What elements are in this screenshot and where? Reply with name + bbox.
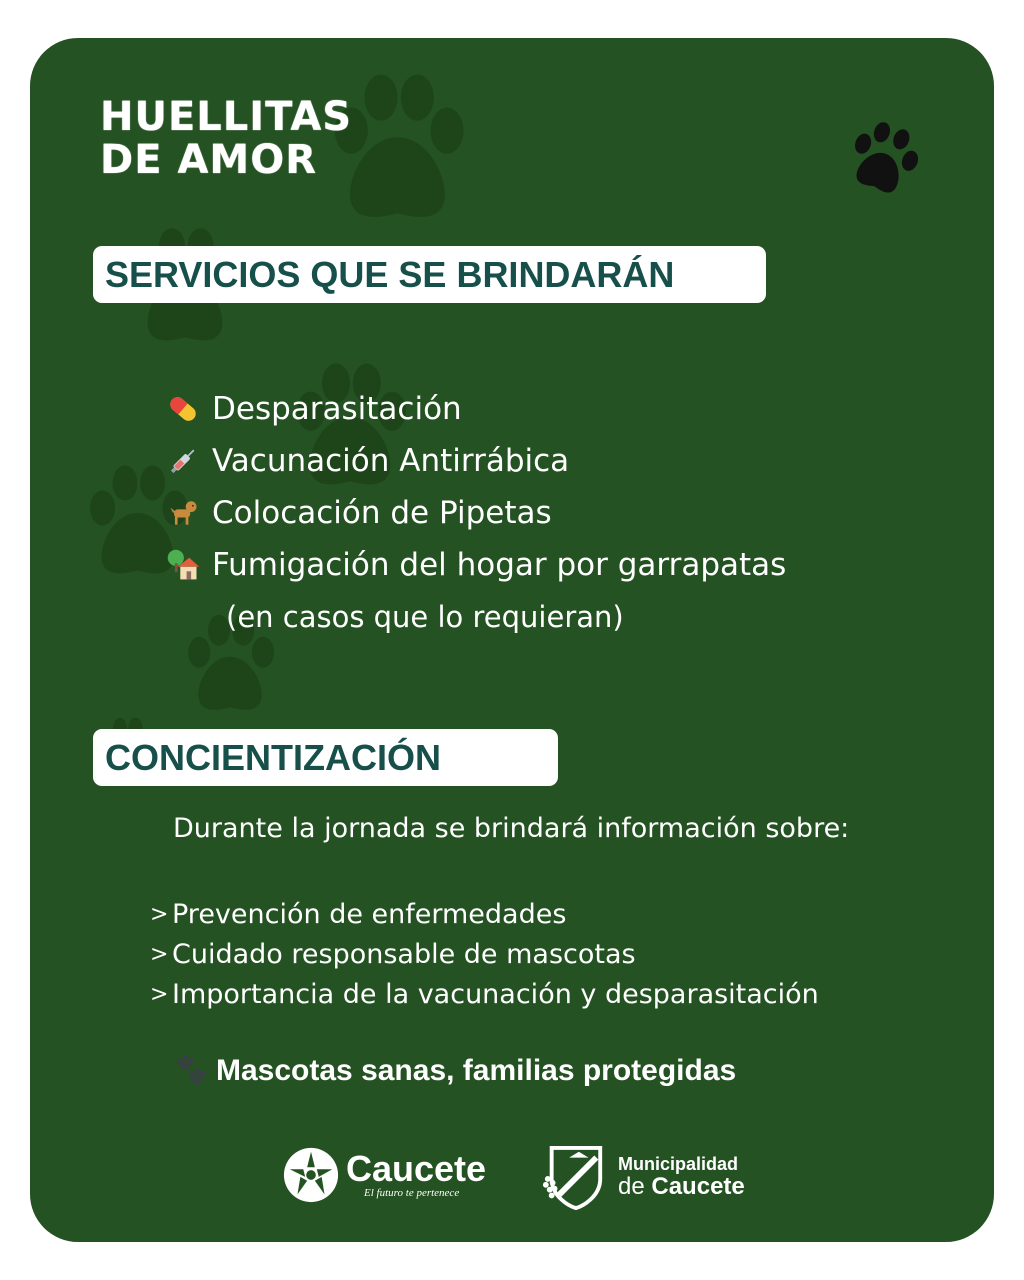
brand-name: Caucete (346, 1148, 487, 1189)
list-item (150, 894, 819, 934)
municipality-crest-icon (540, 1144, 608, 1210)
slogan (172, 1053, 736, 1089)
poster-title (100, 96, 352, 182)
service-label: Fumigación del hogar por garrapatas (212, 547, 787, 583)
caucete-brand-logo (282, 1146, 486, 1204)
municipality-line-1: Municipalidad (618, 1154, 739, 1174)
caucete-logo-icon (282, 1146, 340, 1204)
list-item (160, 487, 786, 539)
poster-card (30, 38, 994, 1242)
list-item (150, 934, 819, 974)
service-label: Desparasitación (212, 391, 462, 427)
awareness-list (150, 894, 819, 1014)
syringe-icon (160, 438, 206, 484)
paw-prints-icon (172, 1053, 208, 1089)
municipality-logo (540, 1144, 745, 1210)
services-list (160, 383, 786, 643)
list-item (150, 974, 819, 1014)
service-note: (en casos que lo requieran) (226, 600, 624, 634)
title-line-2: DE AMOR (100, 137, 318, 183)
slogan-text: Mascotas sanas, familias protegidas (216, 1054, 737, 1087)
pill-icon (160, 386, 206, 432)
awareness-heading: CONCIENTIZACIÓN (93, 729, 558, 786)
service-label: Vacunación Antirrábica (212, 443, 570, 479)
chevron-right-icon: > (150, 981, 169, 1007)
municipality-line-2 (618, 1174, 745, 1200)
services-heading: SERVICIOS QUE SE BRINDARÁN (93, 246, 766, 303)
list-item (160, 383, 786, 435)
chevron-right-icon: > (150, 941, 169, 967)
list-item (160, 435, 786, 487)
list-item (160, 539, 786, 591)
bullet-text: Prevención de enfermedades (172, 898, 567, 930)
service-label: Colocación de Pipetas (212, 495, 552, 531)
brand-tagline: El futuro te pertenece (364, 1187, 460, 1199)
municipality-prefix: de (618, 1173, 645, 1200)
paw-icon (842, 116, 928, 202)
bullet-text: Cuidado responsable de mascotas (172, 938, 636, 970)
awareness-intro: Durante la jornada se brindará información sobre: (173, 813, 850, 844)
chevron-right-icon: > (150, 901, 169, 927)
house-icon (160, 542, 206, 588)
dog-icon (160, 490, 206, 536)
title-line-1: HUELLITAS (100, 94, 353, 140)
bullet-text: Importancia de la vacunación y desparasitación (172, 978, 819, 1010)
municipality-name: Caucete (651, 1173, 745, 1200)
